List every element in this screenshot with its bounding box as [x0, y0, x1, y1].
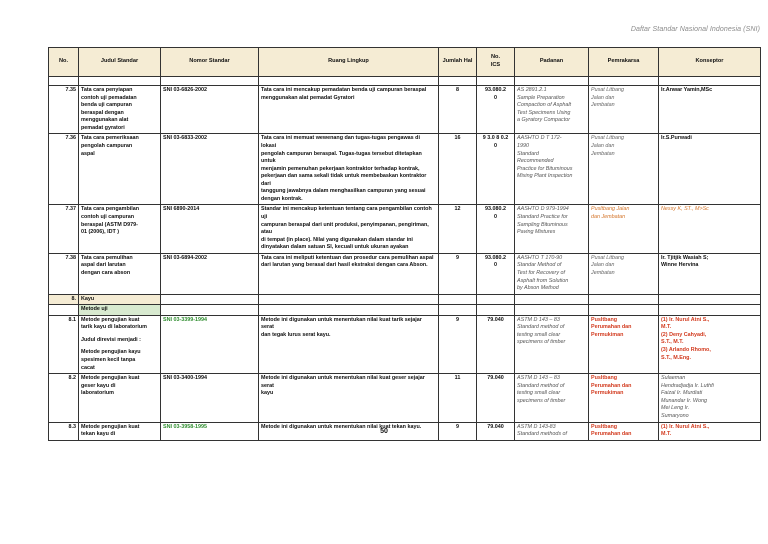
row-judul	[79, 253, 161, 294]
ics-line: 0	[494, 262, 497, 269]
ics-line: 79.040	[487, 316, 504, 323]
padanan-line: Standard methods of	[517, 431, 568, 438]
konseptor-line: Munandar Ir. Wong	[661, 397, 707, 404]
konseptor-line: Hendradjadja Ir. Luthfi	[661, 382, 714, 389]
judul-line: tarik kayu di laboratorium	[81, 324, 147, 331]
padanan-line: specimens of timber	[517, 397, 566, 404]
row-number: 8.2	[49, 374, 79, 422]
col-header-nomor: Nomor Standar	[161, 48, 259, 77]
ruang-line: Tata cara ini meliputi ketentuan dan prosedur cara pemulihan aspal	[261, 254, 434, 261]
judul-line: Metode pengujian kuat	[81, 423, 140, 430]
row-pemrakarsa	[589, 374, 659, 422]
ruang-line: menjamin pemenuhan pekerjaan kontraktor terhadap kontrak,	[261, 165, 420, 172]
konseptor-line: Mei Leng Ir.	[661, 405, 690, 412]
konseptor-line: Nessy K, ST., M>Sc	[661, 206, 709, 213]
padanan-line: Standar Method of	[517, 262, 562, 269]
padanan-line: Compaction of Asphalt	[517, 102, 572, 109]
ruang-line: Standar ini mencakup ketentuan tentang cara pengambilan contoh uji	[261, 206, 432, 220]
row-ics	[477, 253, 515, 294]
ruang-line: menggunakan alat pemadat Gyratori	[261, 94, 355, 101]
row-pemrakarsa	[589, 253, 659, 294]
row-nomor: SNI 6890-2014	[161, 205, 259, 253]
row-konseptor	[659, 253, 761, 294]
row-nomor: SNI 03-3958-1995	[161, 422, 259, 440]
row-nomor: SNI 03-6894-2002	[161, 253, 259, 294]
padanan-line: AS 2891.2.1	[517, 87, 547, 93]
spacer-row	[49, 77, 761, 86]
table-header-row	[49, 48, 761, 77]
pemrakarsa-line: Permukiman	[591, 331, 624, 338]
row-jumlah-hal: 12	[439, 205, 477, 253]
judul-line: Metode pengujian kuat	[81, 375, 140, 382]
konseptor-line: Ir.S.Purwadi	[661, 135, 692, 142]
judul-line: beraspal dengan	[81, 109, 124, 116]
ruang-line: Metode ini digunakan untuk menentukan nilai kuat tarik sejajar serat	[261, 316, 422, 331]
row-konseptor	[659, 86, 761, 134]
row-ics	[477, 86, 515, 134]
row-judul	[79, 205, 161, 253]
row-padanan	[515, 205, 589, 253]
row-pemrakarsa	[589, 315, 659, 373]
row-ruang-lingkup	[259, 253, 439, 294]
pemrakarsa-line: Pusltbang	[591, 375, 618, 382]
ics-line: 0	[494, 142, 497, 149]
pemrakarsa-line: Pusltbang Jalan	[591, 206, 630, 213]
padanan-line: Paving Mixtures	[517, 229, 556, 236]
row-number: 8.1	[49, 315, 79, 373]
row-konseptor	[659, 205, 761, 253]
konseptor-line: S.T., M.Eng.	[661, 354, 691, 361]
judul-line: Tata cara pengambilan	[81, 206, 140, 213]
judul-extra2-line: spesimen kecil tanpa	[81, 357, 136, 363]
row-jumlah-hal: 9	[439, 253, 477, 294]
col-header-ics-line1: No.	[490, 54, 500, 61]
col-header-konseptor: Konseptor	[659, 48, 761, 77]
row-nomor: SNI 03-6826-2002	[161, 86, 259, 134]
padanan-line: Asphalt from Solution	[517, 277, 569, 284]
ruang-line: Metode ini digunakan untuk menentukan nilai kuat geser sejajar serat	[261, 375, 425, 389]
subsection-empty-cell	[259, 305, 439, 316]
judul-extra2-line: Metode pengujian kayu	[81, 349, 141, 356]
row-padanan	[515, 315, 589, 373]
konseptor-line: (1) Ir. Nurul Atni S.,	[661, 316, 710, 323]
ics-line: 0	[494, 214, 497, 220]
document-header: Daftar Standar Nasional Indonesia (SNI)	[630, 26, 760, 33]
subsection-empty-cell	[477, 305, 515, 316]
konseptor-line: Sulaeman	[661, 375, 686, 382]
table-row	[49, 315, 761, 373]
judul-line: aspal	[81, 150, 95, 157]
standards-table	[48, 47, 761, 441]
row-nomor: SNI 03-3400-1994	[161, 374, 259, 422]
judul-line: Metode pengujian kuat	[81, 316, 140, 323]
row-judul	[79, 315, 161, 373]
row-pemrakarsa	[589, 205, 659, 253]
row-ics	[477, 134, 515, 205]
ruang-line: Metode ini digunakan untuk menentukan nilai kuat tekan kayu.	[261, 423, 422, 430]
col-header-ruang-lingkup: Ruang Lingkup	[259, 48, 439, 77]
judul-line: pemadat gyratori	[81, 124, 125, 131]
ruang-line: dinyatakan dalam satuan SI, kecuali untuk ukuran ayakan	[261, 244, 409, 251]
row-jumlah-hal: 16	[439, 134, 477, 205]
row-padanan	[515, 253, 589, 294]
row-konseptor	[659, 374, 761, 422]
row-ics	[477, 315, 515, 373]
padanan-line: Sampling Bituminous	[517, 221, 568, 228]
page-number: 50	[380, 428, 388, 435]
subsection-empty-cell	[659, 305, 761, 316]
row-ruang-lingkup	[259, 86, 439, 134]
section-empty-cell	[477, 294, 515, 305]
col-header-padanan: Padanan	[515, 48, 589, 77]
judul-line: beraspal (ASTM D979-	[81, 221, 138, 228]
table-row	[49, 134, 761, 205]
pemrakarsa-line: Perumahan dan	[591, 382, 632, 389]
padanan-line: Mixing Plant Inspection	[517, 173, 573, 180]
konseptor-line: Sumaryono	[661, 412, 689, 419]
row-pemrakarsa	[589, 86, 659, 134]
row-number: 7.37	[49, 205, 79, 253]
pemrakarsa-line: Pusat Litbang	[591, 254, 624, 261]
judul-line: tekan kayu di	[81, 431, 116, 438]
row-number: 7.36	[49, 134, 79, 205]
row-judul	[79, 374, 161, 422]
section-empty-cell	[659, 294, 761, 305]
ruang-line: dengan kontrak.	[261, 195, 303, 202]
row-padanan	[515, 134, 589, 205]
judul-extra-line: Judul direvisi menjadi :	[81, 336, 141, 343]
pemrakarsa-line: Pusat Litbang	[591, 135, 624, 142]
row-jumlah-hal: 9	[439, 315, 477, 373]
row-pemrakarsa	[589, 134, 659, 205]
ics-line: 93.080.2	[485, 87, 506, 93]
judul-line: contoh uji pemadatan	[81, 94, 137, 101]
padanan-line: Sample Preparation	[517, 94, 565, 101]
padanan-line: by Abson Method	[517, 285, 559, 292]
padanan-line: AASHTO T 170-90	[517, 254, 563, 261]
judul-line: dengan cara abson	[81, 269, 131, 276]
col-header-pemrakarsa: Pemrakarsa	[589, 48, 659, 77]
section-empty-cell	[439, 294, 477, 305]
konseptor-line: Ir. Tjitjik Wasiah S;	[661, 254, 709, 261]
col-header-no: No.	[49, 48, 79, 77]
judul-line: Tata cara pemeriksaan	[81, 135, 139, 142]
subsection-empty-cell	[515, 305, 589, 316]
section-number: 8.	[49, 294, 79, 305]
padanan-line: specimens of timber	[517, 339, 566, 346]
padanan-line: testing small clear	[517, 390, 561, 397]
section-empty-cell	[515, 294, 589, 305]
konseptor-line: Ir.Anwar Yamin,MSc	[661, 87, 713, 93]
judul-extra2-line: cacat	[81, 364, 95, 371]
pemrakarsa-line: Pusat Litbang	[591, 87, 624, 93]
pemrakarsa-line: dan Jembatan	[591, 214, 626, 220]
row-number: 7.35	[49, 86, 79, 134]
ruang-line: Tata cara ini memuat wewenang dan tugas-tugas pengawas di lokasi	[261, 135, 420, 149]
pemrakarsa-line: Permukiman	[591, 390, 624, 397]
padanan-line: ASTM D 143 – 83	[517, 316, 560, 323]
subsection-empty-cell	[161, 305, 259, 316]
judul-line: menggunakan alat	[81, 117, 129, 124]
padanan-line: Standard method of	[517, 324, 565, 331]
row-jumlah-hal: 9	[439, 422, 477, 440]
judul-line: 01 (2006), IDT )	[81, 229, 120, 236]
row-konseptor	[659, 134, 761, 205]
padanan-line: a Gyratory Compactor	[517, 117, 571, 124]
ruang-line: di tempat (in place). Nilai yang digunakan dalam standar ini	[261, 236, 413, 243]
table-row	[49, 374, 761, 422]
konseptor-line: (3) Arlando Rhomo,	[661, 347, 711, 353]
subsection-title: Metode uji	[79, 305, 161, 316]
pemrakarsa-line: Jalan dan	[591, 142, 615, 149]
padanan-line: ASTM D 143-83	[517, 423, 556, 430]
ics-line: 93.080.2	[485, 254, 506, 261]
padanan-line: Standard	[517, 150, 539, 157]
konseptor-line: (1) Ir. Nurul Atni S.,	[661, 423, 710, 430]
pemrakarsa-line: Perumahan dan	[591, 324, 632, 331]
row-nomor: SNI 03-3399-1994	[161, 315, 259, 373]
judul-line: contoh uji campuran	[81, 214, 135, 220]
ruang-line: kayu	[261, 390, 274, 397]
padanan-line: Practice for Bituminous	[517, 165, 573, 172]
row-ics	[477, 205, 515, 253]
pemrakarsa-line: Pusltbang	[591, 316, 618, 323]
konseptor-line: (2) Deny Cahyadi,	[661, 331, 707, 338]
section-empty-cell	[589, 294, 659, 305]
ics-line: 9 3.0 8 0.2	[482, 135, 509, 142]
padanan-line: AASHTO D T 172-	[517, 135, 562, 142]
col-header-judul: Judul Standar	[79, 48, 161, 77]
ruang-line: pengolah campuran beraspal. Tugas-tugas tersebut ditetapkan untuk	[261, 150, 422, 165]
row-ruang-lingkup	[259, 134, 439, 205]
table-row	[49, 253, 761, 294]
subsection-empty-cell	[439, 305, 477, 316]
ics-line: 79.040	[487, 375, 504, 382]
subsection-row	[49, 305, 761, 316]
pemrakarsa-line: Jembatan	[591, 269, 615, 276]
ics-line: 79.040	[487, 423, 504, 430]
row-ics	[477, 374, 515, 422]
row-ruang-lingkup	[259, 315, 439, 373]
pemrakarsa-line: Jalan dan	[591, 262, 615, 269]
judul-line: laboratorium	[81, 390, 114, 397]
pemrakarsa-line: Jembatan	[591, 150, 615, 157]
pemrakarsa-line: Jembatan	[591, 102, 615, 109]
judul-line: geser kayu di	[81, 382, 116, 389]
section-row	[49, 294, 761, 305]
konseptor-line: Winne Hervina	[661, 262, 699, 269]
row-konseptor	[659, 315, 761, 373]
subsection-empty-cell	[589, 305, 659, 316]
judul-line: pengolah campuran	[81, 142, 133, 149]
judul-line: Tata cara penyiapan	[81, 87, 133, 93]
konseptor-line: M.T.	[661, 324, 672, 331]
row-padanan	[515, 86, 589, 134]
padanan-line: Test Specimens Using	[517, 109, 571, 116]
col-header-ics	[477, 48, 515, 77]
ruang-line: dari larutan yang berasal dari hasil ekstraksi dengan cara Abson.	[261, 262, 428, 269]
pemrakarsa-line: Jalan dan	[591, 94, 615, 101]
judul-line: benda uji campuran	[81, 102, 132, 109]
col-header-ics-line2: ICS	[490, 62, 501, 68]
padanan-line: ASTM D 143 – 83	[517, 375, 560, 382]
ics-line: 0	[494, 94, 497, 101]
padanan-line: Standard Practice for	[517, 214, 568, 220]
ruang-line: dan tegak lurus serat kayu.	[261, 331, 331, 338]
subsection-empty-cell	[49, 305, 79, 316]
judul-line: Tata cara pemulihan	[81, 254, 133, 261]
row-number: 7.38	[49, 253, 79, 294]
col-header-jumlah-hal: Jumlah Hal	[439, 48, 477, 77]
pemrakarsa-line: Perumahan dan	[591, 431, 632, 438]
padanan-line: Test for Recovery of	[517, 269, 566, 276]
ruang-line: Tata cara ini mencakup pemadatan benda uji campuran beraspal	[261, 87, 427, 93]
ruang-line: tanggung jawabnya dalam menghasilkan campuran yang sesuai	[261, 188, 426, 195]
row-jumlah-hal: 11	[439, 374, 477, 422]
row-ruang-lingkup	[259, 205, 439, 253]
row-nomor: SNI 03-6833-2002	[161, 134, 259, 205]
row-padanan	[515, 374, 589, 422]
row-ruang-lingkup	[259, 374, 439, 422]
padanan-line: Recommended	[517, 158, 554, 165]
section-title: Kayu	[79, 294, 161, 305]
konseptor-line: Faizal Ir. Murdiati	[661, 390, 703, 397]
pemrakarsa-line: Pusltbang	[591, 423, 618, 430]
row-jumlah-hal: 8	[439, 86, 477, 134]
table-row	[49, 205, 761, 253]
ruang-line: campuran beraspal dari unit produksi, penyimpanan, pengiriman, atau	[261, 221, 429, 236]
ics-line: 93.080.2	[485, 206, 506, 213]
row-number: 8.3	[49, 422, 79, 440]
table-row	[49, 86, 761, 134]
row-judul	[79, 134, 161, 205]
judul-line: aspal dari larutan	[81, 262, 126, 269]
padanan-line: AASHTO D 979-1994	[517, 206, 569, 213]
padanan-line: testing small clear	[517, 331, 561, 338]
padanan-line: Standard method of	[517, 382, 565, 389]
konseptor-line: M.T.	[661, 431, 672, 438]
section-empty-cell	[161, 294, 259, 305]
section-empty-cell	[259, 294, 439, 305]
ruang-line: pekerjaan dan sama sekali tidak untuk membebaskan kontraktor dari	[261, 173, 427, 187]
row-judul	[79, 86, 161, 134]
konseptor-line: S.T., M.T.	[661, 339, 684, 346]
padanan-line: 1990	[517, 142, 529, 149]
